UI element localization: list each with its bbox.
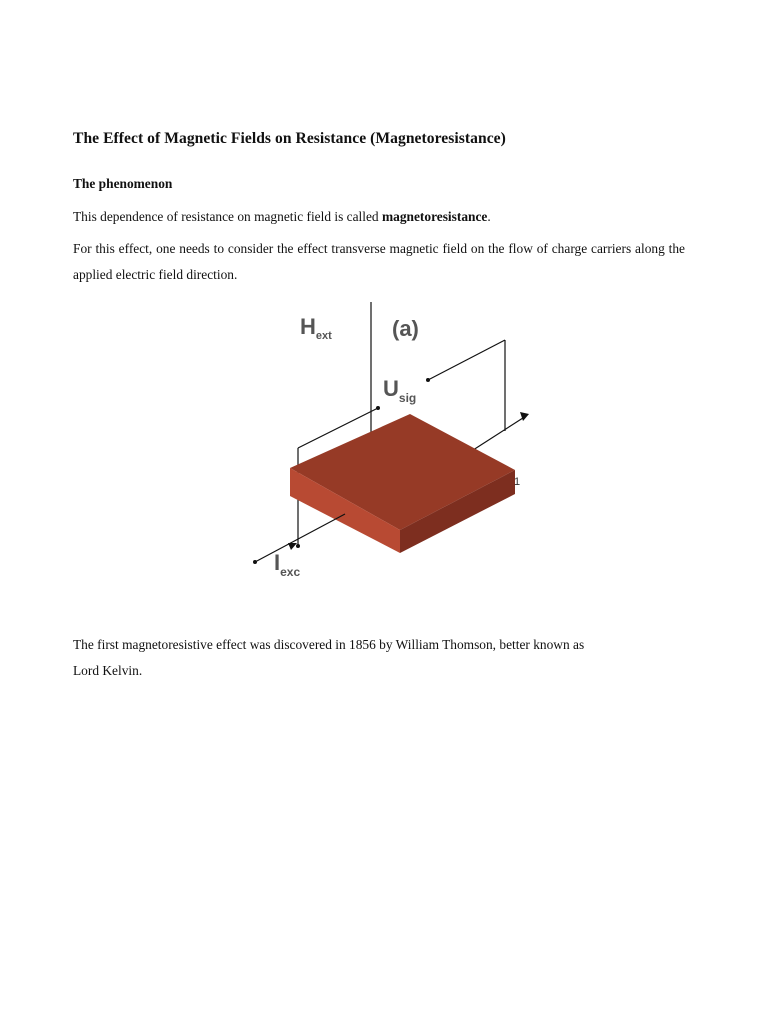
document-title: The Effect of Magnetic Fields on Resistance (Magnetoresistance): [73, 130, 506, 147]
paragraph-explanation: For this effect, one needs to consider the effect transverse magnetic field on the flow of charge carriers along the applied electric field direction.: [73, 241, 685, 282]
iexc-current-lead: [255, 514, 345, 562]
hext-label: [300, 314, 332, 342]
definition-text-after: .: [487, 209, 491, 224]
sample-diagram: [250, 298, 540, 590]
usig-symbol: U: [383, 376, 399, 401]
usig-right-dot: [426, 378, 430, 382]
front-wires: [255, 514, 345, 562]
section-heading: The phenomenon: [73, 176, 173, 191]
usig-label: [383, 376, 416, 405]
paragraph-history: [73, 632, 673, 684]
usig-right-lead: [428, 340, 505, 380]
history-line-1: The first magnetoresistive effect was discovered in 1856 by William Thomson, better known as: [73, 637, 585, 652]
iexc-symbol: I: [274, 550, 281, 575]
definition-text-before: This dependence of resistance on magnetic field is called: [73, 209, 382, 224]
right-axis-line: [470, 416, 526, 452]
paragraph-definition: [73, 204, 685, 230]
hext-subscript: ext: [315, 330, 332, 342]
magnetoresistance-figure: [250, 298, 540, 590]
hext-symbol: H: [300, 314, 316, 339]
bold-term: magnetoresistance: [381, 209, 488, 224]
iexc-subscript: exc: [280, 565, 301, 579]
iexc-end-dot: [253, 560, 257, 564]
usig-left-dot: [376, 406, 380, 410]
iexc-junction-dot: [296, 544, 300, 548]
panel-label: (a): [392, 316, 419, 341]
usig-subscript: sig: [398, 391, 417, 405]
edge-marker-label: 1: [514, 476, 521, 488]
iexc-label: [274, 550, 300, 579]
history-line-2: Lord Kelvin.: [73, 663, 143, 678]
iexc-arrowhead: [288, 543, 297, 550]
